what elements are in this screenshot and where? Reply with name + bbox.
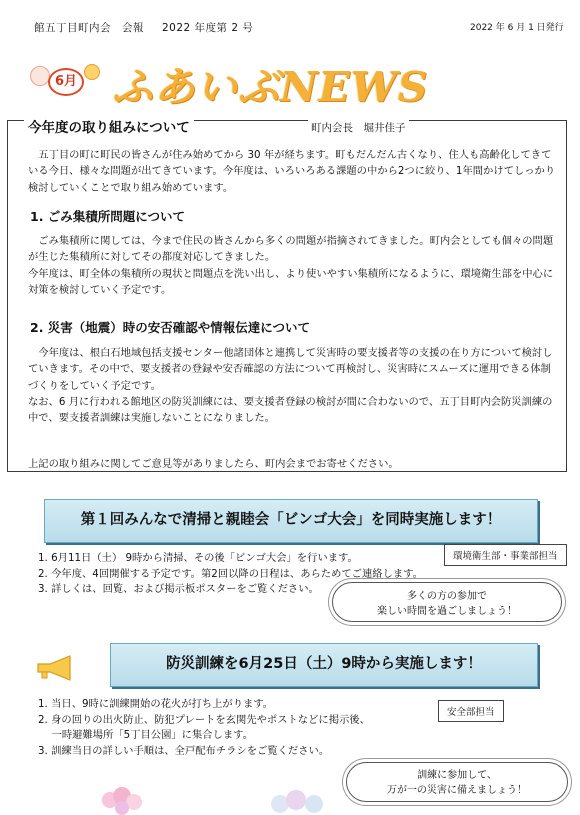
megaphone-icon	[36, 655, 76, 681]
subheading-disaster: 2. 災害（地震）時の安否確認や情報伝達について	[30, 320, 311, 335]
flower-icon	[96, 784, 150, 815]
speech-cloud	[332, 582, 562, 622]
month-label: 6月	[48, 68, 84, 96]
cloud-text: 万が一の災害に備えましょう！	[387, 785, 527, 796]
department-tag: 安全部担当	[438, 700, 504, 722]
garbage-paragraph: ごみ集積所に関しては、今まで住民の皆さんから多くの問題が指摘されてきました。町内会としても個々の問題が生じた集積所に対してその都度対応してきました。 今年度は、町全体の集積所の現状と問題点を洗い出し、より使いやすい集積所になるように、環境衛生部を中心に対策を検討していく予定です。	[28, 235, 554, 296]
cloud-text: 多くの方の参加で	[407, 591, 487, 602]
month-badge	[26, 58, 104, 100]
speech-cloud	[346, 762, 568, 802]
drill-banner: 防災訓練を6月25日（土）9時から実施します！	[110, 643, 538, 687]
cloud-text: 楽しい時間を過ごしましょう！	[377, 606, 517, 617]
flower-icon	[260, 786, 340, 815]
newsletter-title: ふあいぶNEWS	[112, 63, 429, 111]
list-item: 3. 訓練当日の詳しい手順は、全戸配布チラシをご覧ください。	[38, 744, 330, 757]
issue-number: 2022 年度第 2 号	[162, 22, 254, 34]
newsletter-org	[34, 20, 253, 35]
mascot-icon	[30, 66, 50, 86]
disaster-paragraph: 今年度は、根白石地域包括支援センター他諸団体と連携して災害時の要支援者等の支援の在り方について検討していきます。その中で、要支援者の登録や安否確認の方法について再検討し、災害時にスムーズに運用できる体制づくりをしていく予定です。 なお、6 月に行われる館地区の防災訓練には、要支援者登録の検討が間に合わないので、五丁目町内会防災訓練の中で、要支援者訓練は実施しないことになりました。	[28, 347, 553, 425]
bunny-icon	[84, 64, 100, 80]
department-tag: 環境衛生部・事業部担当	[444, 544, 567, 566]
issue-date: 2022 年 6 月 1 日発行	[470, 23, 564, 33]
section-heading: 今年度の取り組みについて	[24, 116, 194, 136]
closing-note: 上記の取り組みに関してご意見等がありましたら、町内会までお寄せください。	[28, 458, 399, 470]
drill-list	[38, 697, 448, 759]
cleanup-banner: 第１回みんなで清掃と親睦会「ビンゴ大会」を同時実施します！	[44, 499, 538, 543]
list-item: 1. 当日、9時に訓練開始の花火が打ち上がります。	[38, 698, 274, 710]
list-item: 1. 6月11日（土） 9時から清掃、その後「ビンゴ大会」を行います。	[38, 552, 358, 564]
cloud-text: 訓練に参加して、	[417, 770, 497, 781]
list-item: 3. 詳しくは、回覧、および掲示板ポスターをご覧ください。	[38, 583, 319, 595]
org-name: 館五丁目町内会 会報	[34, 22, 144, 34]
list-item: 2. 身の回りの出火防止、防犯プレートを玄関先やポストなどに掲示後、	[38, 713, 370, 726]
list-item: 一時避難場所「5丁目公園」に集合します。	[38, 729, 253, 741]
list-item: 2. 今年度、4回開催する予定です。第2回以降の日程は、あらためてご連絡します。	[38, 567, 423, 580]
subheading-garbage: 1. ごみ集積所問題について	[30, 209, 186, 224]
intro-paragraph: 五丁目の町に町民の皆さんが住み始めてから 30 年が経ちます。町もだんだん古くなり、住人も高齢化してきている今日、様々な問題が出てきています。今年度は、いろいろある課題の中から2つに絞り、1年間かけてしっかり検討していくことで取り組み始めています。	[28, 149, 556, 194]
section-author: 町内会長 堀井佳子	[308, 120, 409, 135]
